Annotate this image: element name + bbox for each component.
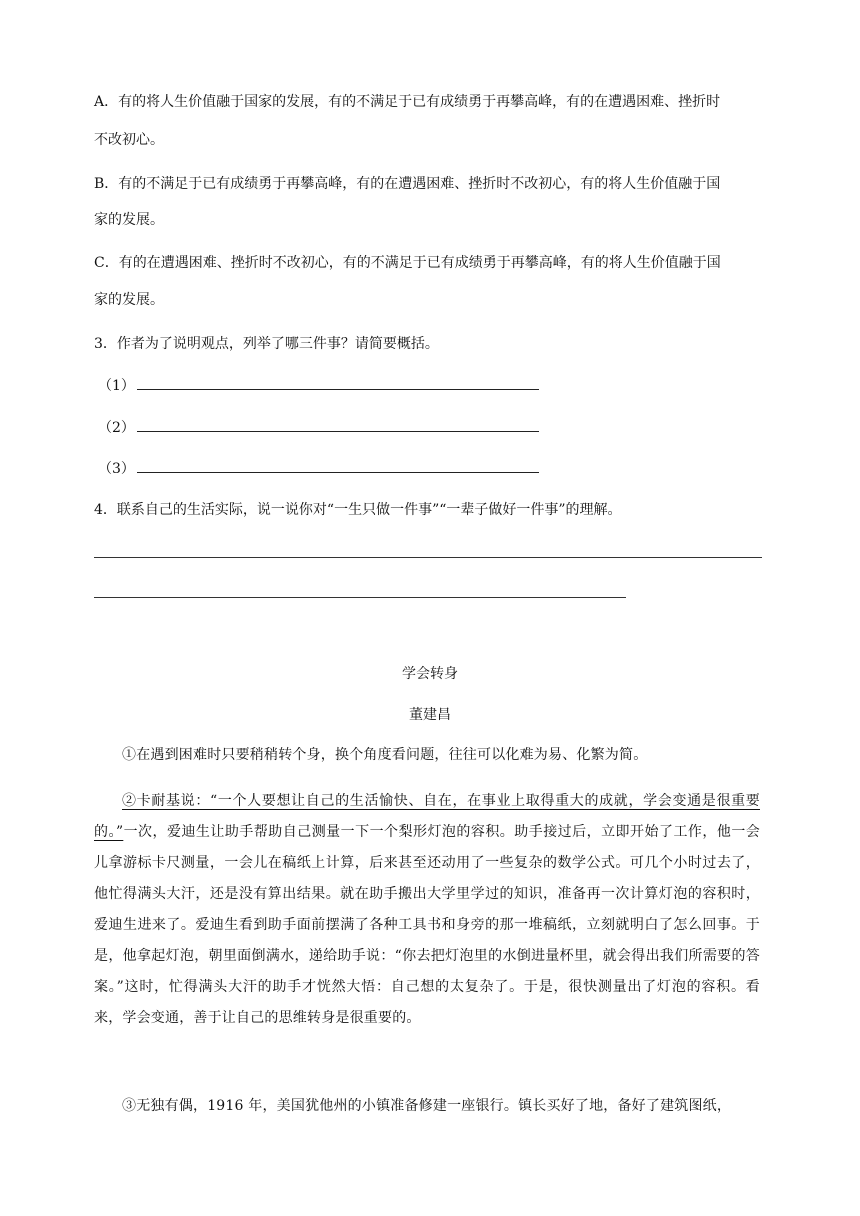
blank-label-2: （2） bbox=[98, 420, 135, 436]
option-c-line1: C．有的在遭遇困难、挫折时不改初心，有的不满足于已有成绩勇于再攀高峰，有的将人生价值融于国 bbox=[94, 255, 721, 271]
paragraph-2-body: 一次，爱迪生让助手帮助自己测量一下一个梨形灯泡的容积。助手接过后，立即开始了工作，他一会儿拿游标卡尺测量，一会儿在稿纸上计算，后来甚至还动用了一些复杂的数学公式。可几个小时过去了，他忙得满头大汗，还是没有算出结果。就在助手搬出大学里学过的知识，准备再一次计算灯泡的容积时，爱迪生进来了。爱迪生看到助手面前摆满了各种工具书和身旁的那一堆稿纸，立刻就明白了怎么回事。于是，他拿起灯泡，朝里面倒满水，递给助手说：“你去把灯泡里的水倒进量杯里，就会得出我们所需要的答案。”这时，忙得满头大汗的助手才恍然大悟：自己想的太复杂了。于是，很快测量出了灯泡的容积。看来，学会变通，善于让自己的思维转身是很重要的。 bbox=[94, 824, 760, 1026]
blank-label-3: （3） bbox=[98, 461, 135, 477]
answer-line-1[interactable] bbox=[94, 557, 762, 558]
question-4: 4．联系自己的生活实际，说一说你对“一生只做一件事”“一辈子做好一件事”的理解。 bbox=[94, 502, 622, 518]
answer-line-2[interactable] bbox=[94, 597, 626, 598]
answer-blank-1[interactable] bbox=[98, 375, 539, 396]
paragraph-1: ①在遇到困难时只要稍稍转个身，换个角度看问题，往往可以化难为易、化繁为简。 bbox=[122, 747, 648, 763]
option-c-line2: 家的发展。 bbox=[94, 292, 164, 308]
blank-line-1[interactable] bbox=[137, 375, 539, 390]
quote-underlined: ②卡耐基说：“一个人要想让自己的生活愉快、自在，在事业上取得重大的成就，学会变通是很重要的。” bbox=[94, 793, 760, 840]
answer-blank-2[interactable] bbox=[98, 417, 539, 438]
blank-label-1: （1） bbox=[98, 378, 135, 394]
paragraph-3: ③无独有偶，1916 年，美国犹他州的小镇准备修建一座银行。镇长买好了地，备好了建筑图纸， bbox=[122, 1098, 732, 1114]
article-title: 学会转身 bbox=[402, 666, 458, 682]
answer-blank-3[interactable] bbox=[98, 458, 539, 479]
option-a-line2: 不改初心。 bbox=[94, 132, 164, 148]
option-b-line2: 家的发展。 bbox=[94, 212, 164, 228]
option-a-line1: A．有的将人生价值融于国家的发展，有的不满足于已有成绩勇于再攀高峰，有的在遭遇困难、挫折时 bbox=[94, 94, 721, 110]
option-b-line1: B．有的不满足于已有成绩勇于再攀高峰，有的在遭遇困难、挫折时不改初心，有的将人生价值融于国 bbox=[94, 176, 721, 192]
blank-line-2[interactable] bbox=[137, 417, 539, 432]
article-author: 董建昌 bbox=[409, 707, 451, 723]
blank-line-3[interactable] bbox=[137, 458, 539, 473]
question-3: 3．作者为了说明观点，列举了哪三件事？请简要概括。 bbox=[94, 336, 439, 352]
paragraph-2 bbox=[94, 786, 760, 1034]
